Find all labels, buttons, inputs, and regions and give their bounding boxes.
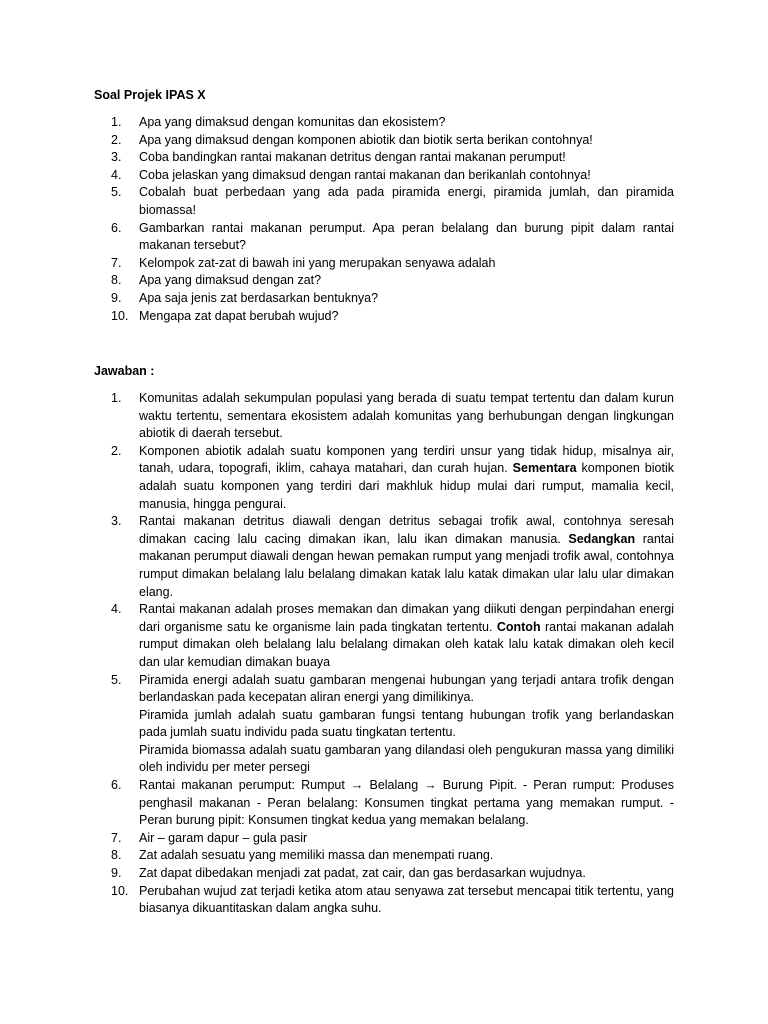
question-text: Apa saja jenis zat berdasarkan bentuknya?: [139, 290, 379, 305]
answer-item: [94, 865, 674, 883]
question-item: [94, 308, 674, 326]
question-number: 10.: [111, 308, 129, 323]
question-item: [94, 167, 674, 185]
answer-text: Zat dapat dibedakan menjadi zat padat, zat cair, dan gas berdasarkan wujudnya.: [139, 866, 586, 881]
answer-paragraph-energy: Piramida energi adalah suatu gambaran mengenai hubungan yang terjadi antara trofik dengan berlandaskan pada kecepatan aliran energi yang dimilikinya.: [139, 672, 674, 705]
answer-list: [94, 390, 674, 918]
question-item: [94, 272, 674, 290]
answer-text: Rantai makanan perumput: Rumput → Belalang → Burung Pipit. - Peran rumput: Produses penghasil makanan - Peran belalang: Konsumen tingkat pertama yang memakan rumput. - Peran burung pipit: Konsumen tingkat kedua yang memakan belalang.: [139, 778, 674, 828]
question-number: 7.: [111, 255, 122, 270]
question-item: [94, 114, 674, 132]
answer-text: rantai makanan perumput diawali dengan hewan pemakan rumput yang menjadi trofik awal, contohnya rumput dimakan belalang lalu belalang dimakan katak lalu katak dimakan ular lalu ular dimakan elang.: [139, 531, 674, 599]
question-text: Apa yang dimaksud dengan komunitas dan ekosistem?: [139, 115, 446, 129]
answer-item: [94, 777, 674, 830]
question-number: 2.: [111, 132, 122, 147]
answer-emphasis: Sedangkan: [568, 531, 636, 546]
answer-text: Zat adalah sesuatu yang memiliki massa dan menempati ruang.: [139, 848, 494, 863]
question-text: Mengapa zat dapat berubah wujud?: [139, 308, 339, 323]
answer-number: 4.: [111, 602, 122, 617]
answer-text: Komunitas adalah sekumpulan populasi yang berada di suatu tempat tertentu dan dalam kurun waktu tertentu, sementara ekosistem adalah komunitas yang berhubungan dengan lingkungan abiotik di daerah tersebut.: [139, 391, 674, 441]
answer-text: Rantai makanan detritus diawali dengan detritus sebagai trofik awal, contohnya seresah dimakan cacing lalu cacing dimakan ikan, lalu ikan dimakan manusia.: [139, 514, 674, 546]
questions-title: Soal Projek IPAS X: [94, 88, 206, 102]
answer-text: Rantai makanan adalah proses memakan dan dimakan yang diikuti dengan perpindahan energi dari organisme satu ke organisme lain pada tingkatan tertentu.: [139, 602, 674, 634]
question-item: [94, 290, 674, 308]
question-list: [94, 114, 674, 325]
question-text: Gambarkan rantai makanan perumput. Apa peran belalang dan burung pipit dalam rantai makanan tersebut?: [139, 220, 674, 253]
question-number: 1.: [111, 115, 122, 129]
question-text: Apa yang dimaksud dengan zat?: [139, 273, 322, 288]
question-item: [94, 184, 674, 219]
question-number: 6.: [111, 220, 122, 235]
question-text: Coba jelaskan yang dimaksud dengan rantai makanan dan berikanlah contohnya!: [139, 167, 591, 182]
answer-item: [94, 672, 674, 778]
answer-item: [94, 601, 674, 671]
answer-number: 1.: [111, 391, 122, 405]
answer-text: Air – garam dapur – gula pasir: [139, 830, 308, 845]
answer-number: 9.: [111, 866, 122, 881]
answer-emphasis: Sementara: [512, 461, 577, 476]
answer-number: 5.: [111, 672, 122, 687]
question-number: 8.: [111, 273, 122, 288]
question-text: Cobalah buat perbedaan yang ada pada piramida energi, piramida jumlah, dan piramida biomassa!: [139, 185, 674, 217]
answer-text: rantai makanan adalah rumput dimakan oleh belalang lalu belalang dimakan oleh katak lalu katak dimakan oleh kecil dan ular kemudian dimakan buaya: [139, 619, 674, 669]
question-number: 9.: [111, 290, 122, 305]
answer-number: 7.: [111, 830, 122, 845]
answer-item: [94, 830, 674, 848]
question-item: [94, 132, 674, 150]
answer-number: 2.: [111, 443, 122, 458]
question-number: 4.: [111, 167, 122, 182]
answer-emphasis: Contoh: [496, 619, 541, 634]
answer-item: [94, 443, 674, 513]
answers-title: Jawaban :: [94, 364, 155, 378]
question-item: [94, 255, 674, 273]
answer-item: [94, 883, 674, 918]
answer-number: 8.: [111, 848, 122, 863]
question-text: Coba bandingkan rantai makanan detritus dengan rantai makanan perumput!: [139, 150, 566, 165]
answer-item: [94, 513, 674, 601]
answer-text: Komponen abiotik adalah suatu komponen yang terdiri unsur yang tidak hidup, misalnya air, tanah, udara, topografi, iklim, cahaya matahari, dan curah hujan.: [139, 443, 674, 476]
question-number: 3.: [111, 150, 122, 165]
question-text: Apa yang dimaksud dengan komponen abiotik dan biotik serta berikan contohnya!: [139, 132, 593, 147]
question-item: [94, 149, 674, 167]
answer-number: 6.: [111, 778, 122, 793]
answer-text: komponen biotik adalah suatu komponen yang terdiri dari makhluk hidup mulai dari rumput, mamalia kecil, manusia, hingga pengurai.: [139, 461, 674, 511]
question-text: Kelompok zat-zat di bawah ini yang merupakan senyawa adalah: [139, 255, 496, 270]
answer-number: 10.: [111, 883, 129, 898]
answer-number: 3.: [111, 514, 122, 529]
answer-text: Perubahan wujud zat terjadi ketika atom atau senyawa zat tersebut mencapai titik tertentu, yang biasanya dikuantitaskan dalam angka suhu.: [139, 883, 674, 916]
question-item: [94, 220, 674, 255]
answer-item: [94, 847, 674, 865]
question-number: 5.: [111, 185, 122, 200]
answer-paragraph-number: Piramida jumlah adalah suatu gambaran fungsi tentang hubungan trofik yang berlandaskan pada jumlah suatu individu pada suatu tingkatan tertentu.: [139, 707, 674, 740]
answer-paragraph-biomass: Piramida biomassa adalah suatu gambaran yang dilandasi oleh pengukuran massa yang dimiliki oleh individu per meter persegi: [139, 742, 674, 775]
answer-item: [94, 390, 674, 443]
